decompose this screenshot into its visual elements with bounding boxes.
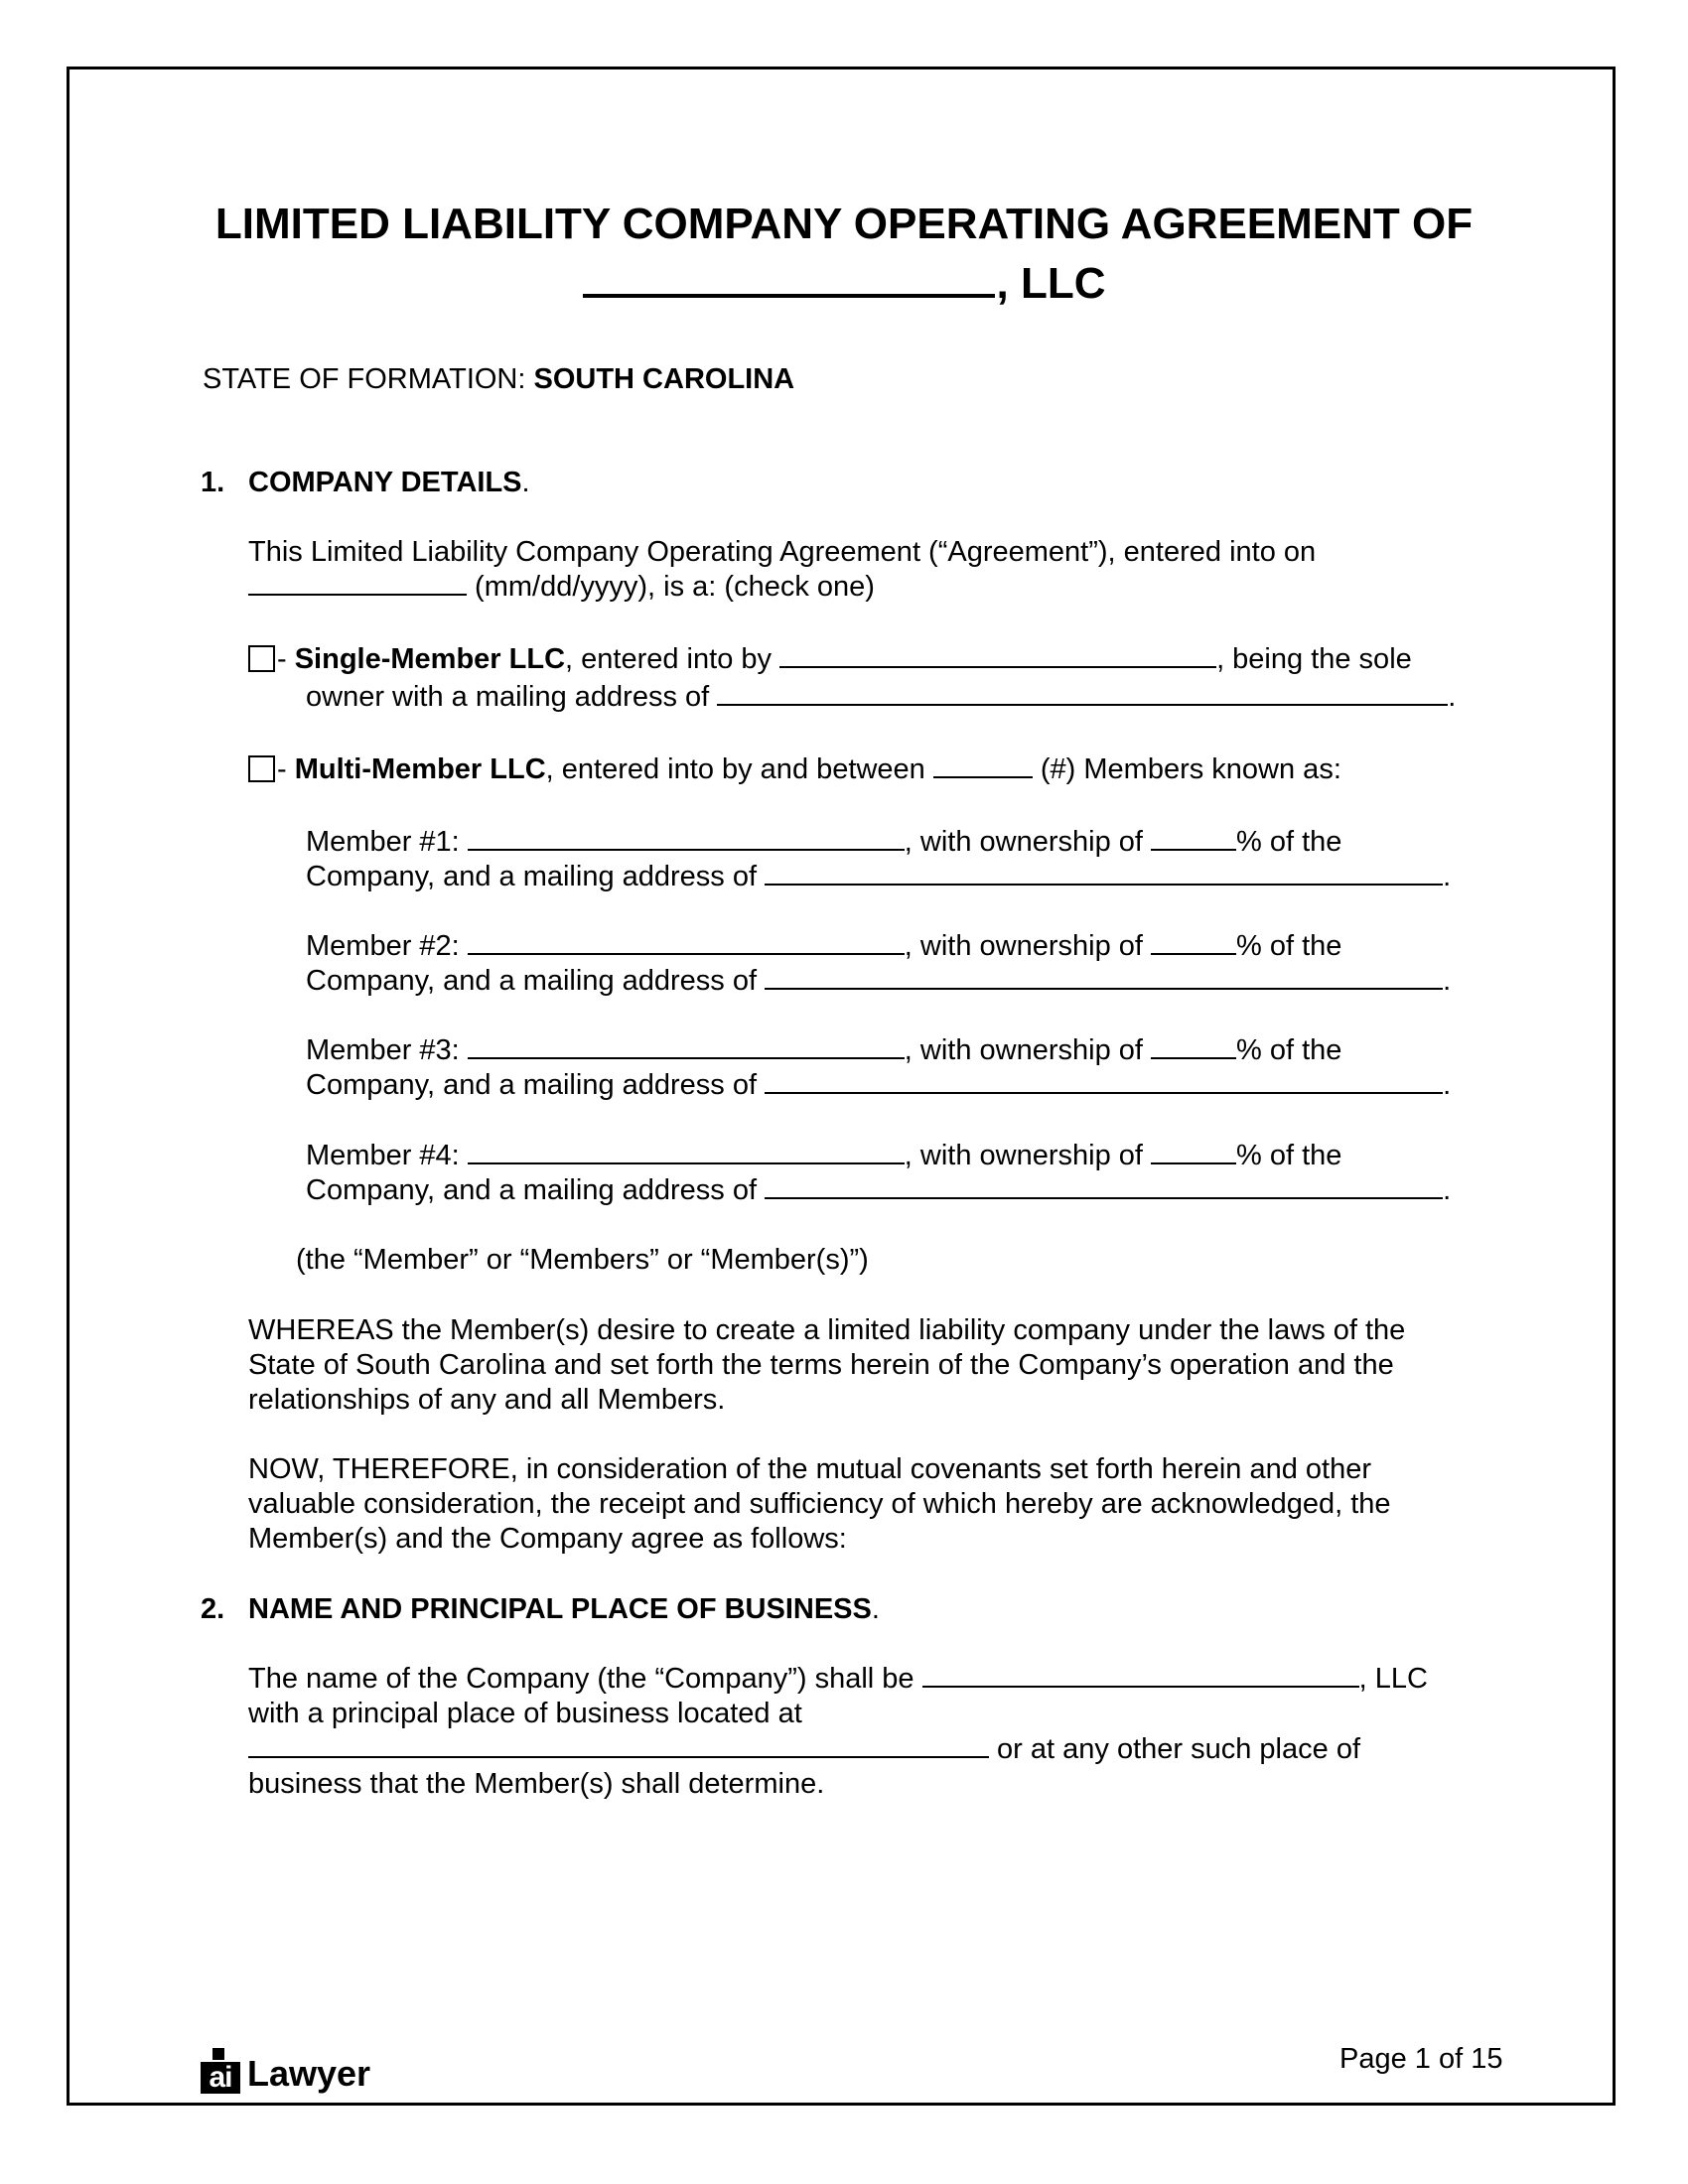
- member-count-blank[interactable]: [933, 754, 1033, 778]
- principal-address-line: or at any other such place of: [248, 1731, 1360, 1767]
- principal-place-line: with a principal place of business located at: [248, 1698, 802, 1729]
- date-blank[interactable]: [248, 572, 467, 596]
- multi-member-checkbox[interactable]: [248, 755, 275, 782]
- member-4-line-2: Company, and a mailing address of .: [306, 1174, 1452, 1206]
- single-member-line-1: - Single-Member LLC, entered into by , being the sole: [277, 643, 1412, 675]
- section-2-number: 2.: [201, 1593, 225, 1625]
- member-3-pct-blank[interactable]: [1151, 1035, 1236, 1059]
- member-4-address-blank[interactable]: [765, 1175, 1443, 1199]
- single-member-name-blank[interactable]: [779, 644, 1216, 668]
- company-name-blank[interactable]: [922, 1664, 1359, 1688]
- member-4-pct-blank[interactable]: [1151, 1141, 1236, 1164]
- member-2-address-blank[interactable]: [765, 966, 1443, 990]
- single-member-checkbox[interactable]: [248, 645, 275, 672]
- llc-name-blank[interactable]: [583, 252, 995, 298]
- member-2-line-1: Member #2: , with ownership of % of the: [306, 930, 1342, 962]
- member-3-address-blank[interactable]: [765, 1070, 1443, 1094]
- state-of-formation: STATE OF FORMATION: SOUTH CAROLINA: [203, 363, 795, 395]
- member-3-name-blank[interactable]: [468, 1035, 905, 1059]
- member-1-name-blank[interactable]: [468, 827, 905, 851]
- whereas-line-3: relationships of any and all Members.: [248, 1384, 726, 1416]
- section-1-number: 1.: [201, 467, 225, 498]
- section-1-heading: COMPANY DETAILS.: [248, 467, 530, 498]
- logo-mark-icon: ai: [201, 2040, 240, 2092]
- member-1-pct-blank[interactable]: [1151, 827, 1236, 851]
- single-member-address-blank[interactable]: [717, 682, 1448, 706]
- logo-text: Lawyer: [247, 2053, 371, 2094]
- document-title: LIMITED LIABILITY COMPANY OPERATING AGREEMENT OF: [214, 200, 1474, 248]
- member-4-line-1: Member #4: , with ownership of % of the: [306, 1140, 1342, 1171]
- member-3-line-1: Member #3: , with ownership of % of the: [306, 1034, 1342, 1066]
- member-1-line-2: Company, and a mailing address of .: [306, 861, 1452, 892]
- single-member-line-2: owner with a mailing address of .: [306, 681, 1457, 713]
- member-3-line-2: Company, and a mailing address of .: [306, 1069, 1452, 1101]
- company-name-line: The name of the Company (the “Company”) shall be , LLC: [248, 1663, 1428, 1695]
- document-title-line2: , LLC: [0, 252, 1688, 312]
- intro-line-2: (mm/dd/yyyy), is a: (check one): [248, 569, 875, 605]
- multi-member-line: - Multi-Member LLC, entered into by and between (#) Members known as:: [277, 753, 1341, 785]
- whereas-line-1: WHEREAS the Member(s) desire to create a limited liability company under the laws of the: [248, 1314, 1406, 1346]
- intro-line-1: This Limited Liability Company Operating Agreement (“Agreement”), entered into on: [248, 536, 1317, 568]
- state-value: SOUTH CAROLINA: [533, 363, 795, 395]
- now-therefore-line-2: valuable consideration, the receipt and sufficiency of which hereby are acknowledged, the: [248, 1488, 1391, 1520]
- section-2-heading: NAME AND PRINCIPAL PLACE OF BUSINESS.: [248, 1593, 880, 1625]
- member-4-name-blank[interactable]: [468, 1141, 905, 1164]
- member-1-address-blank[interactable]: [765, 862, 1443, 886]
- whereas-line-2: State of South Carolina and set forth the terms herein of the Company’s operation and the: [248, 1349, 1394, 1381]
- now-therefore-line-1: NOW, THEREFORE, in consideration of the mutual covenants set forth herein and other: [248, 1453, 1372, 1485]
- page-number: Page 1 of 15: [1339, 2043, 1503, 2075]
- determine-line: business that the Member(s) shall determine.: [248, 1768, 825, 1800]
- member-2-name-blank[interactable]: [468, 931, 905, 955]
- now-therefore-line-3: Member(s) and the Company agree as follows:: [248, 1523, 847, 1555]
- principal-address-blank[interactable]: [248, 1734, 989, 1758]
- members-definition: (the “Member” or “Members” or “Member(s)”): [296, 1244, 869, 1276]
- member-2-line-2: Company, and a mailing address of .: [306, 965, 1452, 997]
- member-2-pct-blank[interactable]: [1151, 931, 1236, 955]
- member-1-line-1: Member #1: , with ownership of % of the: [306, 826, 1342, 858]
